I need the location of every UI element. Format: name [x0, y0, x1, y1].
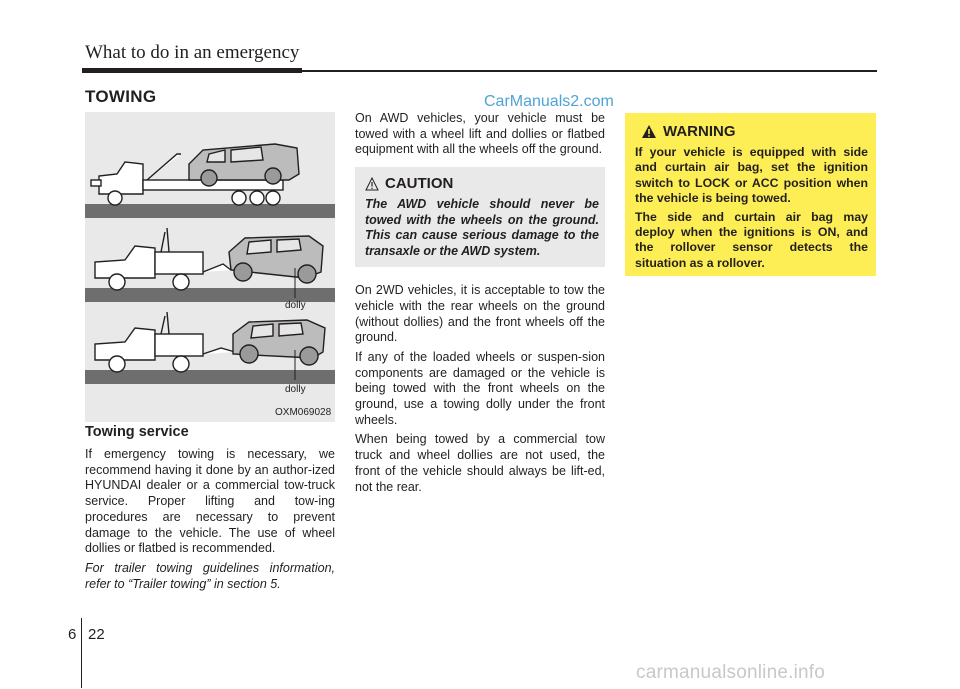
caution-triangle-icon	[365, 177, 379, 191]
towed-suv-icon	[229, 236, 323, 283]
towing-heading: TOWING	[85, 87, 157, 106]
warning-box	[625, 113, 876, 276]
warning-paragraph-2: The side and curtain air bag may deploy when the ignitions is ON, and the rollover sensor detects the situation as a rollover.	[635, 209, 868, 270]
caution-body: The AWD vehicle should never be towed with the wheels on the ground. This can cause serious damage to the transaxle or the AWD system.	[365, 197, 599, 258]
warning-paragraph-1: If your vehicle is equipped with side and curtain air bag, set the ignition switch to LOCK or ACC position when the vehicle is being towed.	[635, 145, 868, 206]
towing-service-section	[85, 424, 335, 596]
caution-title-text: CAUTION	[385, 175, 454, 193]
tow-truck-dolly-icon	[95, 312, 235, 372]
caution-box	[355, 167, 605, 267]
dolly-label: dolly	[285, 384, 306, 395]
section-title: What to do in an emergency	[85, 42, 300, 63]
awd-towing-section	[355, 111, 605, 499]
towing-illustration-drawing	[85, 112, 335, 422]
towing-service-paragraph: If emergency towing is necessary, we recommend having it done by an author-ized HYUNDAI dealer or a commercial tow-truck service. Proper lifting and tow-ing procedures are necessary to prevent damage to the vehicle. The use of wheel dollies or flatbed is recommended.	[85, 447, 335, 556]
page-number: 22	[88, 626, 105, 643]
commercial-tow-paragraph: When being towed by a commercial tow truck and wheel dollies are not used, the front of the vehicle should always be lift-ed, not the rear.	[355, 432, 605, 494]
trailer-towing-note: For trailer towing guidelines information, refer to “Trailer towing” in section 5.	[85, 560, 335, 591]
warning-triangle-icon	[641, 124, 657, 139]
header-rule	[82, 70, 877, 72]
wheel-lift-truck-icon	[95, 228, 231, 290]
footer-divider	[81, 618, 82, 688]
2wd-paragraph: On 2WD vehicles, it is acceptable to tow the vehicle with the rear wheels on the ground (without dollies) and the front wheels off the ground.	[355, 283, 605, 345]
awd-paragraph: On AWD vehicles, your vehicle must be towed with a wheel lift and dollies or flatbed equipment with all the wheels off the ground.	[355, 111, 605, 157]
watermark-bottom: carmanualsonline.info	[636, 662, 826, 683]
watermark-top: CarManuals2.com	[484, 93, 614, 110]
page-chapter: 6	[68, 626, 77, 643]
caution-title	[365, 175, 599, 192]
suv-on-flatbed-icon	[189, 144, 299, 186]
suv-on-dolly-icon	[233, 320, 325, 365]
towing-service-heading: Towing service	[85, 424, 189, 440]
warning-title	[635, 123, 868, 140]
damaged-components-paragraph: If any of the loaded wheels or suspen-sion components are damaged or the vehicle is being towed with the front wheels on the ground, use a towing dolly under the front wheels.	[355, 349, 605, 427]
figure-code: OXM069028	[275, 407, 332, 418]
dolly-label: dolly	[285, 300, 306, 311]
warning-title-text: WARNING	[663, 123, 736, 140]
towing-illustration	[85, 112, 335, 422]
